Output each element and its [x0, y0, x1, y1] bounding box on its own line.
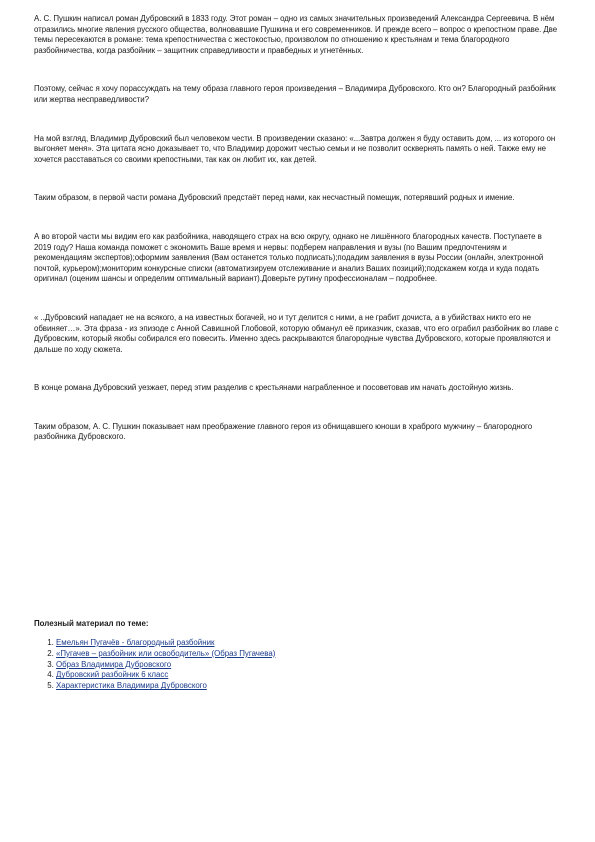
related-materials-title: Полезный материал по теме:: [34, 619, 149, 628]
paragraph-intro: А. С. Пушкин написал роман Дубровский в 1833 году. Этот роман – одно из самых значительных произведений Александра Сергеевича. В нём отразились многие явления русского общества, волновавшие Пушкина и его современников. И прежде всего – вопрос о крепостном праве. Две темы пересекаются в романе: тема крепостничества с жестокостью, произволом по отношению к крестьянам и тема благородного разбойничества, когда разбойник – защитник справедливости и правбедных и угнетённых.: [34, 14, 558, 55]
related-link-pugachev-liberator[interactable]: «Пугачев – разбойник или освободитель» (Образ Пугачева): [56, 648, 276, 658]
related-link-dubrovsky-grade6[interactable]: Дубровский разбойник 6 класс: [56, 670, 169, 680]
related-link-dubrovsky-characteristic[interactable]: Характеристика Владимира Дубровского: [56, 681, 207, 691]
paragraph-second-part: А во второй части мы видим его как разбойника, наводящего страх на всю округу, однако не лишённого благородных качеств. Поступаете в 2019 году? Наша команда поможет с экономить Ваше время и нервы: подберем направления и вузы (по Вашим предпочтениям и рекомендациям экспертов);оформим заявления (Вам останется только подписать);подадим заявления в вузы России (онлайн, электронной почтой, курьером);мониторим конкурсные списки (автоматизируем отслеживание и анализ Ваших позиций);подскажем когда и куда подать оригинал (оценим шансы и определим оптимальный вариант).Доверьте рутину профессионалам – подробнее.: [34, 231, 544, 284]
list-item: [56, 649, 275, 660]
related-link-pugachev-robber[interactable]: Емельян Пугачёв - благородный разбойник: [56, 638, 215, 647]
document-body: [34, 14, 561, 443]
paragraph-conclusion: Таким образом, А. С. Пушкин показывает нам преображение главного героя из обнищавшего юноши в храброго мужчину – благородного разбойника Дубровского.: [34, 421, 533, 442]
paragraph-question: Поэтому, сейчас я хочу порассуждать на тему образа главного героя произведения – Владимира Дубровского. Кто он? Благородный разбойник или жертва несправедливости?: [34, 84, 556, 104]
list-item: [56, 681, 275, 692]
list-item: [56, 660, 275, 671]
paragraph-first-part: Таким образом, в первой части романа Дубровский предстаёт перед нами, как несчастный помещик, потерявший родных и имение.: [34, 193, 515, 203]
related-materials-list: [34, 638, 275, 692]
paragraph-honor: На мой взгляд, Владимир Дубровский был человеком чести. В произведении сказано: «...Завтра должен я буду оставить дом, ... из которого он выгоняет меня». Эта цитата ясно доказывает то, что Владимир дорожит честью семьи и не позволит осквернять память о ней. Также ему не хочется расставаться со своими крепостными, так как он любит их, как детей.: [34, 133, 556, 164]
list-item: [56, 638, 275, 649]
related-link-dubrovsky-image[interactable]: Образ Владимира Дубровского: [56, 659, 172, 669]
list-item: [56, 670, 275, 681]
paragraph-ending: В конце романа Дубровский уезжает, перед этим разделив с крестьянами награбленное и посоветовав им начать достойную жизнь.: [34, 383, 514, 393]
paragraph-quote: « ..Дубровский нападает не на всякого, а на известных богачей, но и тут делится с ними, а не грабит дочиста, а в убийствах никто его не обвиняет…». Эта фраза - из эпизоде с Анной Савишной Глобовой, которую обманул её приказчик, сказав, что его ограбил разбойник во главе с Дубровским, который якобы собирался его повесить. Именно здесь раскрываются благородные чувства Дубровского, которые проявляются и дальше по ходу сюжета.: [34, 312, 559, 354]
